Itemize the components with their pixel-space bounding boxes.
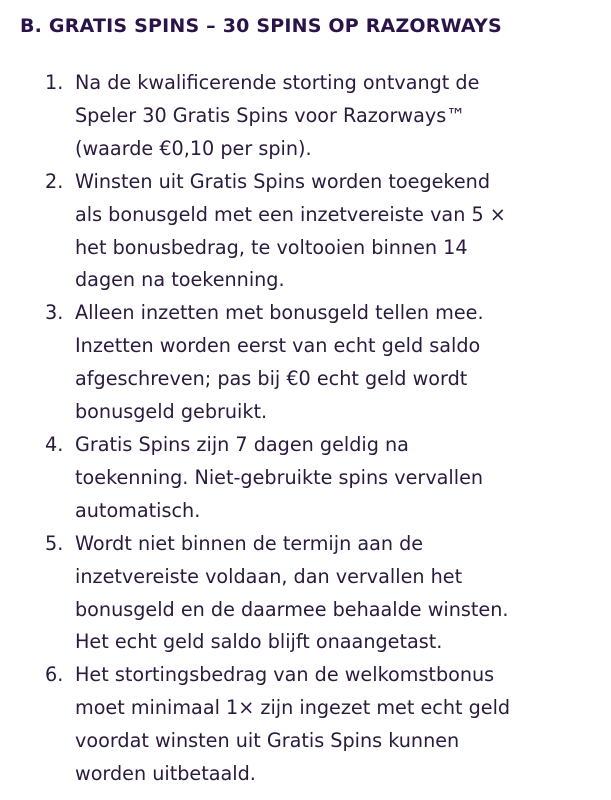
term-line: Speler 30 Gratis Spins voor Razorways™	[75, 103, 466, 127]
term-item-4	[45, 429, 585, 528]
term-item-6	[45, 659, 585, 791]
term-line: voordat winsten uit Gratis Spins kunnen	[75, 729, 460, 753]
term-line: Gratis Spins zijn 7 dagen geldig na	[75, 432, 409, 456]
term-line: Na de kwalificerende storting ontvangt de	[75, 71, 480, 94]
term-line: Alleen inzetten met bonusgeld tellen mee.	[75, 301, 484, 325]
term-line: moet minimaal 1× zijn ingezet met echt geld	[75, 696, 511, 720]
term-line: Inzetten worden eerst van echt geld saldo	[75, 334, 481, 358]
term-line: automatisch.	[75, 498, 201, 522]
term-text	[75, 67, 585, 166]
term-line: Het echt geld saldo blijft onaangetast.	[75, 630, 443, 654]
term-line: het bonusbedrag, te voltooien binnen 14	[75, 235, 468, 259]
term-line: worden uitbetaald.	[75, 762, 256, 786]
term-text	[75, 659, 585, 791]
term-line: afgeschreven; pas bij €0 echt geld wordt	[75, 367, 468, 391]
term-line: Het stortingsbedrag van de welkomstbonus	[75, 663, 495, 687]
term-text	[75, 429, 585, 528]
term-item-5	[45, 528, 585, 660]
term-line: (waarde €0,10 per spin).	[75, 136, 312, 160]
term-item-1	[45, 67, 585, 166]
term-number: 3.	[45, 301, 64, 325]
term-number: 2.	[45, 169, 64, 193]
term-text	[75, 166, 585, 298]
term-number: 6.	[45, 663, 64, 687]
term-line: inzetvereiste voldaan, dan vervallen het	[75, 564, 463, 588]
terms-list	[45, 67, 585, 791]
term-line: dagen na toekenning.	[75, 268, 285, 292]
term-text	[75, 297, 585, 429]
term-number: 1.	[45, 71, 64, 94]
term-text	[75, 528, 585, 660]
term-number: 5.	[45, 531, 64, 555]
term-line: als bonusgeld met een inzetvereiste van 5 ×	[75, 202, 506, 226]
term-line: bonusgeld gebruikt.	[75, 400, 268, 424]
term-line: Wordt niet binnen de termijn aan de	[75, 531, 424, 555]
term-line: Winsten uit Gratis Spins worden toegekend	[75, 169, 491, 193]
term-line: bonusgeld en de daarmee behaalde winsten.	[75, 597, 509, 621]
term-item-3	[45, 297, 585, 429]
section-heading: B. GRATIS SPINS – 30 SPINS OP RAZORWAYS	[20, 15, 502, 37]
term-line: toekenning. Niet-gebruikte spins vervallen	[75, 465, 484, 489]
term-item-2	[45, 166, 585, 298]
term-number: 4.	[45, 432, 64, 456]
